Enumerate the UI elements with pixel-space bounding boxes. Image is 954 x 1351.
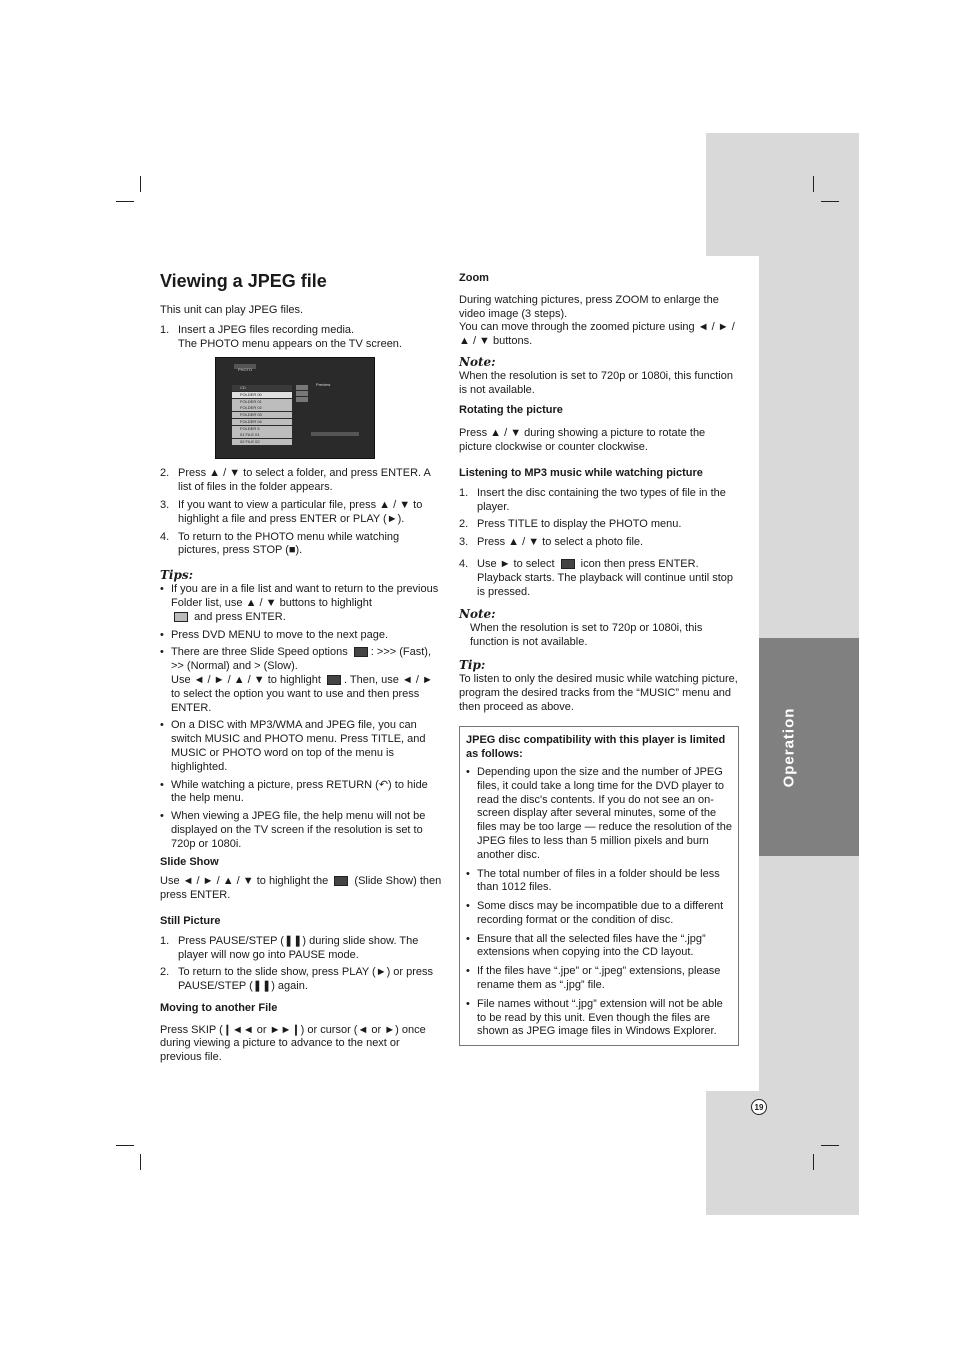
screen-row: FOLDER 03	[232, 412, 292, 418]
rotate-text: Press ▲ / ▼ during showing a picture to rotate the picture clockwise or counter clockwise.	[459, 427, 706, 454]
screen-row: CD	[232, 385, 292, 391]
step-item: 2. Press ▲ / ▼ to select a folder, and press ENTER. A list of files in the folder appears.	[160, 467, 431, 494]
note-heading: Note:	[459, 354, 496, 369]
side-band-bottom	[706, 1091, 859, 1215]
slide-speed-icon	[327, 675, 341, 685]
side-band-middle	[759, 256, 859, 638]
moving-file-heading: Moving to another File	[160, 1001, 278, 1014]
crop-mark	[821, 201, 839, 202]
compatibility-item: • File names without “.jpg” extension will not be able to be read by this unit. Even though the files are shown as JPEG image files in Windows Explorer.	[466, 997, 723, 1038]
slide-show-text: Use ◄ / ► / ▲ / ▼ to highlight the (Slide Show) then press ENTER.	[160, 875, 442, 902]
crop-mark	[140, 1154, 141, 1170]
slide-show-heading: Slide Show	[160, 855, 219, 868]
intro-text: This unit can play JPEG files.	[160, 304, 304, 316]
section-tab	[759, 638, 819, 856]
step-item: 2. To return to the slide show, press PLAY (►) or press PAUSE/STEP (❚❚) again.	[160, 966, 434, 993]
rotate-heading: Rotating the picture	[459, 403, 563, 416]
screen-list	[232, 385, 292, 445]
folder-up-icon	[174, 612, 188, 622]
step-item: 4. To return to the PHOTO menu while watching pictures, press STOP (■).	[160, 530, 400, 557]
slide-speed-icon	[354, 647, 368, 657]
step-item: 1. Press PAUSE/STEP (❚❚) during slide show. The player will now go into PAUSE mode.	[160, 934, 419, 961]
page-title: Viewing a JPEG file	[160, 271, 327, 291]
compatibility-item: • The total number of files in a folder should be less than 1012 files.	[466, 867, 720, 894]
zoom-text-2: You can move through the zoomed picture using ◄ / ► / ▲ / ▼ buttons.	[459, 321, 735, 348]
screen-preview: Preview	[316, 382, 331, 388]
crop-mark	[116, 201, 134, 202]
crop-mark	[813, 176, 814, 192]
tip-heading: Tip:	[459, 657, 486, 672]
tip-item: • While watching a picture, press RETURN (↶) to hide the help menu.	[160, 778, 428, 805]
side-band-top	[706, 133, 859, 256]
screen-row: 01 FILE 01	[232, 432, 292, 438]
compatibility-item: • Some discs may be incompatible due to a different recording format or the condition of disc.	[466, 900, 724, 926]
screen-row: FOLDER 02	[232, 405, 292, 411]
tip-item: • On a DISC with MP3/WMA and JPEG file, you can switch MUSIC and PHOTO menu. Press TITLE, and MUSIC or PHOTO word on top of the menu is highlighted.	[160, 719, 426, 773]
right-column	[459, 272, 739, 1046]
screen-row: FOLDER 5	[232, 426, 292, 432]
moving-file-text: Press SKIP (❙◄◄ or ►►❙) or cursor (◄ or ►) once during viewing a picture to advance to the next or previous file.	[160, 1023, 426, 1064]
crop-mark	[140, 176, 141, 192]
screen-row: 02 FILE 02	[232, 439, 292, 445]
left-column	[160, 270, 442, 1065]
section-tab-label: Operation	[780, 707, 798, 787]
tip-item: • Press DVD MENU to move to the next page.	[160, 628, 389, 641]
step-item: 3. If you want to view a particular file, press ▲ / ▼ to highlight a file and press ENTER or PLAY (►).	[160, 498, 423, 525]
mp3-heading: Listening to MP3 music while watching picture	[459, 466, 703, 479]
note-heading: Note:	[459, 607, 496, 622]
crop-mark	[821, 1145, 839, 1146]
step-item: 2. Press TITLE to display the PHOTO menu.	[459, 518, 682, 531]
compatibility-item: • Depending upon the size and the number of JPEG files, it could take a long time for the DVD player to read the disc's contents. If you do not see an on-screen display after several minutes, some of the files may be too large — reduce the resolution of the JPEG files to less than 5 million pixels and burn another disc.	[466, 765, 732, 861]
zoom-text: During watching pictures, press ZOOM to enlarge the video image (3 steps).	[459, 293, 719, 320]
page-number: 19	[751, 1099, 767, 1115]
compatibility-item: • Ensure that all the selected files have the “.jpg” extensions when copying into the CD layout.	[466, 932, 706, 959]
crop-mark	[813, 1154, 814, 1170]
step-item: 1. Insert a JPEG files recording media. The PHOTO menu appears on the TV screen.	[160, 323, 402, 350]
compatibility-item: • If the files have “.jpe” or “.jpeg” extensions, please rename them as “.jpg” file.	[466, 965, 721, 992]
screen-row: FOLDER 01	[232, 399, 292, 405]
tip-item: • There are three Slide Speed options : >>> (Fast), >> (Normal) and > (Slow). Use ◄ / ► / ▲ / ▼ to highlight . Then, use ◄ / ► to select the option you want to use and then press ENTER.	[160, 646, 433, 714]
step-item: 3. Press ▲ / ▼ to select a photo file.	[459, 536, 644, 549]
screen-row: FOLDER 00	[232, 392, 292, 398]
tip-text: To listen to only the desired music while watching picture, program the desired tracks from the “MUSIC” menu and then proceed as above.	[459, 672, 738, 713]
crop-mark	[116, 1145, 134, 1146]
zoom-heading: Zoom	[459, 272, 489, 284]
step-item: 4. Use ► to select icon then press ENTER. Playback starts. The playback will continue until stop is pressed.	[459, 557, 733, 598]
tip-item: • If you are in a file list and want to return to the previous Folder list, use ▲ / ▼ buttons to highlight and press ENTER.	[160, 583, 439, 623]
note-text: When the resolution is set to 720p or 1080i, this function is not available.	[459, 369, 733, 396]
step-item: 1. Insert the disc containing the two types of file in the player.	[459, 486, 726, 513]
compatibility-box	[459, 726, 739, 1046]
side-band-lower	[759, 856, 859, 1091]
photo-menu-screenshot	[215, 357, 375, 459]
slide-show-icon	[334, 876, 348, 886]
still-picture-heading: Still Picture	[160, 914, 221, 927]
screen-row: FOLDER 04	[232, 419, 292, 425]
music-photo-icon	[561, 559, 575, 569]
tips-heading: Tips:	[160, 568, 194, 583]
note-text: When the resolution is set to 720p or 1080i, this function is not available.	[470, 622, 703, 649]
compatibility-heading: JPEG disc compatibility with this player is limited as follows:	[466, 734, 726, 761]
screen-tab: PHOTO	[238, 367, 253, 373]
tip-item: • When viewing a JPEG file, the help menu will not be displayed on the TV screen if the resolution is set to 720p or 1080i.	[160, 810, 426, 850]
